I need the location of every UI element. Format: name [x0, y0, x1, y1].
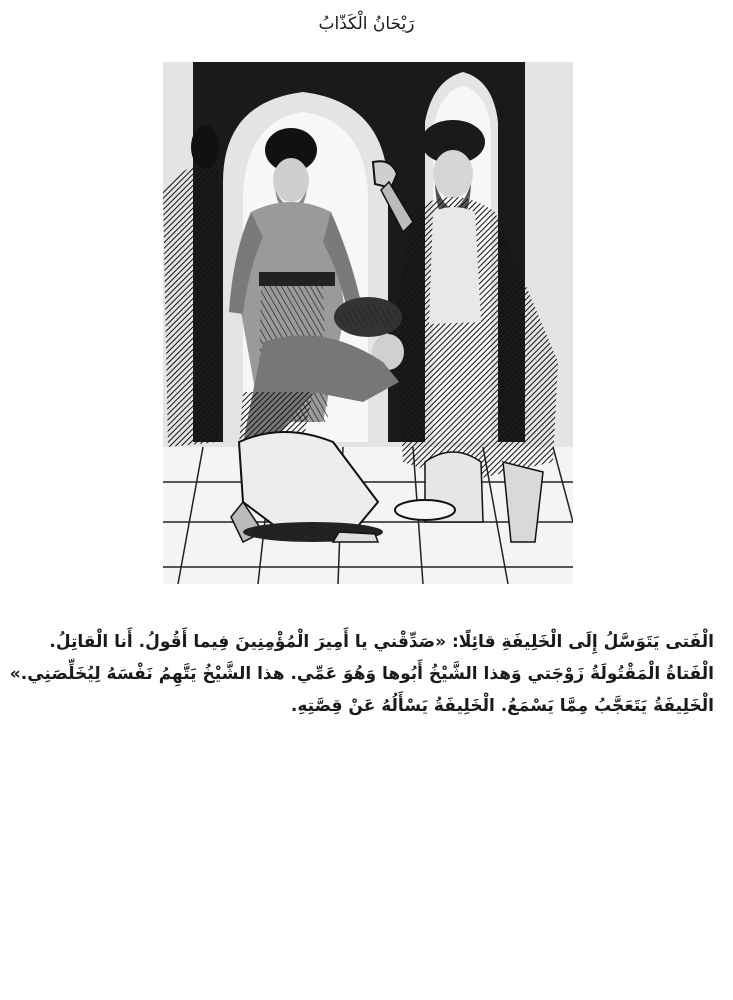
- story-paragraph: [0, 626, 714, 722]
- story-illustration: [163, 62, 573, 584]
- story-line: الْفَتاةُ الْمَقْتُولَةُ زَوْجَتي وَهذا الشَّيْخُ أَبُوها وَهُوَ عَمِّي. هذا الشَّيْخُ يَتَّهِمُ نَفْسَهُ لِيُخَلِّصَنِي.»: [9, 664, 714, 684]
- story-line: الْخَلِيفَةُ يَتَعَجَّبُ مِمَّا يَسْمَعُ. الْخَلِيفَةُ يَسْأَلُهُ عَنْ قِصَّتِهِ.: [290, 696, 714, 716]
- story-line: الْفَتى يَتَوَسَّلُ إِلَى الْخَلِيفَةِ قائِلًا: «صَدِّقْني يا أَمِيرَ الْمُؤْمِنِينَ فِيما أَقُولُ. أَنا الْقاتِلُ.: [49, 632, 714, 652]
- page-title: رَيْحَانُ الْكَذّابُ: [318, 14, 415, 34]
- story-illustration-drawing: [163, 62, 573, 584]
